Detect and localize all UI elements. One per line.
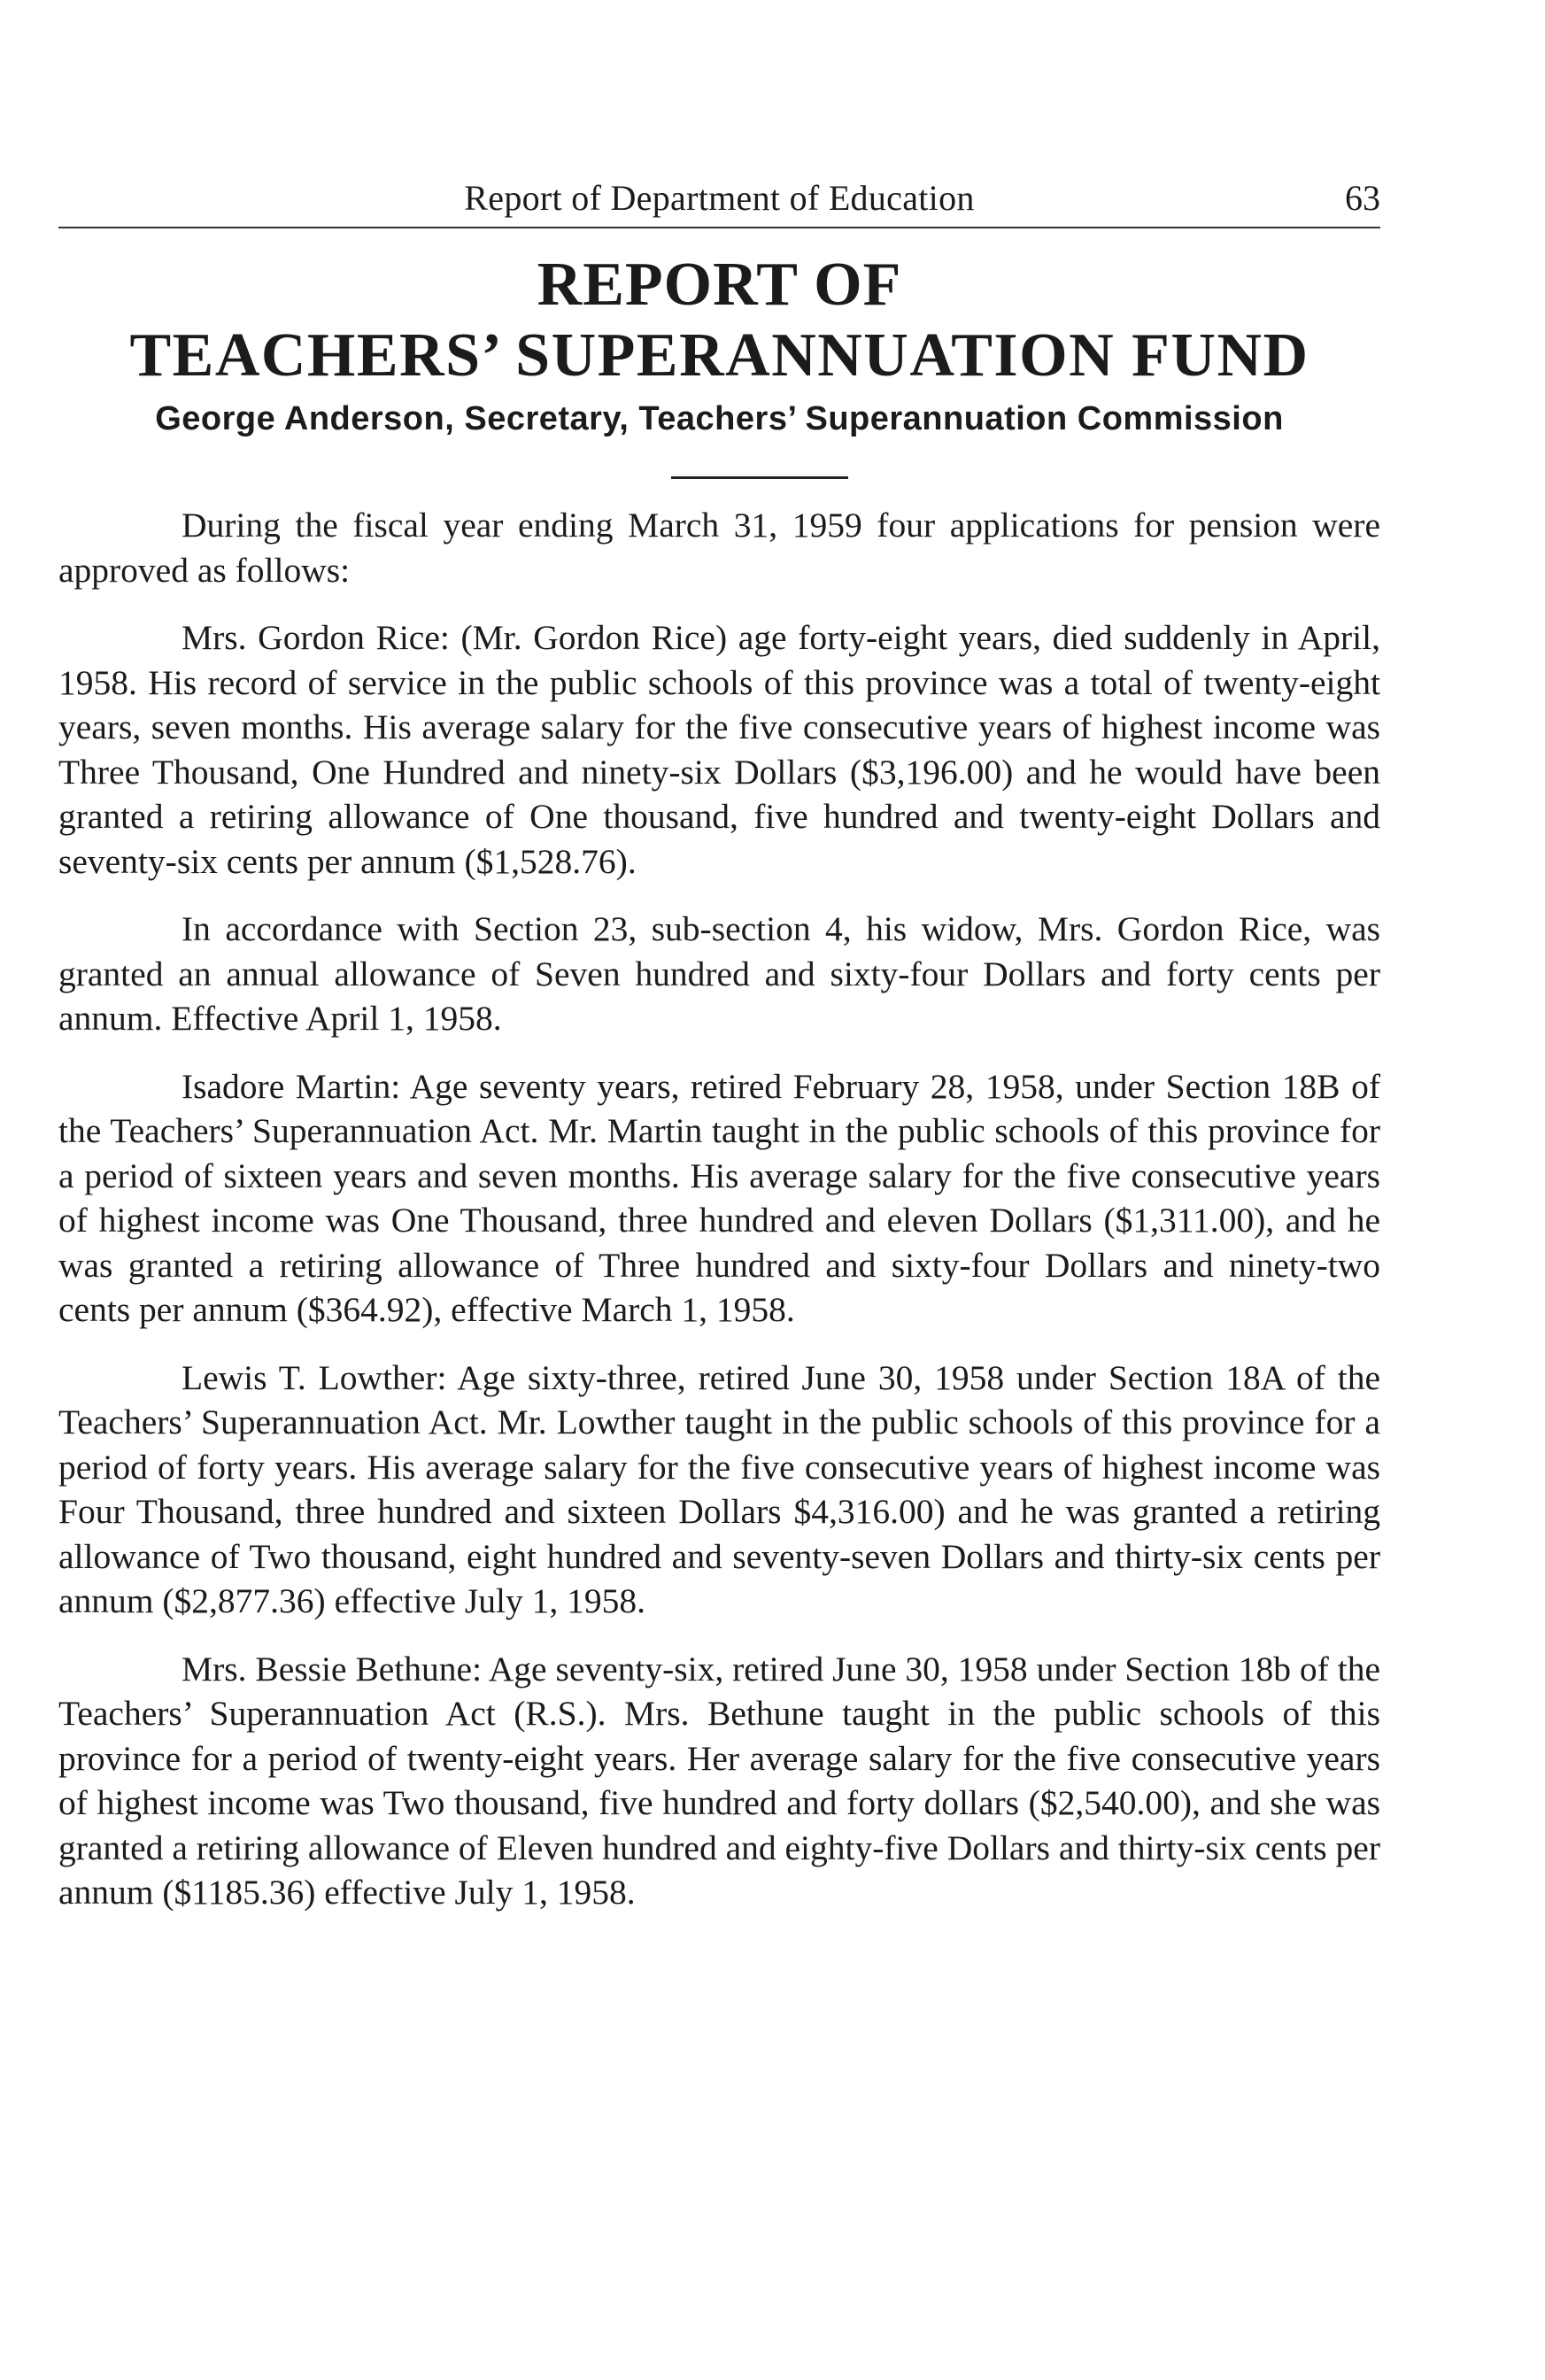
paragraph-isadore-martin: Isadore Martin: Age seventy years, retired February 28, 1958, under Section 18B of the Teachers’ Superannuation Act. Mr. Martin taught in the public schools of this province for a period of sixteen years and seven months. His average salary for the five consecutive years of highest income was One Thousand, three hundred and eleven Dollars ($1,311.00), and he was granted a retiring allowance of Three hundred and sixty-four Dollars and ninety-two cents per annum ($364.92), effective March 1, 1958. [58,1066,1380,1329]
report-byline: George Anderson, Secretary, Teachers’ Superannuation Commission [155,400,1284,437]
report-body [58,503,1380,1938]
running-title: Report of Department of Education [464,178,975,218]
report-title-line-2: TEACHERS’ SUPERANNUATION FUND [129,321,1309,390]
page-number: 63 [1345,178,1380,218]
report-title-line-1: REPORT OF [537,251,902,319]
running-header [58,174,1380,228]
paragraph-bessie-bethune: Mrs. Bessie Bethune: Age seventy-six, retired June 30, 1958 under Section 18b of the Teachers’ Superannuation Act (R.S.). Mrs. Bethune taught in the public schools of this province for a period of twenty-eight years. Her average salary for the five consecutive years of highest income was Two thousand, five hundred and forty dollars ($2,540.00), and she was granted a retiring allowance of Eleven hundred and eighty-five Dollars and thirty-six cents per annum ($1185.36) effective July 1, 1958. [58,1649,1380,1912]
intro-paragraph: During the fiscal year ending March 31, 1959 four applications for pension were approved as follows: [58,506,1380,590]
paragraph-widow-allowance: In accordance with Section 23, sub-section 4, his widow, Mrs. Gordon Rice, was granted an annual allowance of Seven hundred and sixty-four Dollars and forty cents per annum. Effective April 1, 1958. [58,909,1380,1038]
paragraph-lewis-lowther: Lewis T. Lowther: Age sixty-three, retired June 30, 1958 under Section 18A of the Teachers’ Superannuation Act. Mr. Lowther taught in the public schools of this province for a period of forty years. His average salary for the five consecutive years of highest income was Four Thousand, three hundred and sixteen Dollars $4,316.00) and he was granted a retiring allowance of Two thousand, eight hundred and seventy-seven Dollars and thirty-six cents per annum ($2,877.36) effective July 1, 1958. [58,1357,1380,1620]
title-divider [671,476,848,479]
paragraph-gordon-rice: Mrs. Gordon Rice: (Mr. Gordon Rice) age forty-eight years, died suddenly in April, 1958. His record of service in the public schools of this province was a total of twenty-eight years, seven months. His average salary for the five consecutive years of highest income was Three Thousand, One Hundred and ninety-six Dollars ($3,196.00) and he would have been granted a retiring allowance of One thousand, five hundred and twenty-eight Dollars and seventy-six cents per annum ($1,528.76). [58,618,1380,881]
